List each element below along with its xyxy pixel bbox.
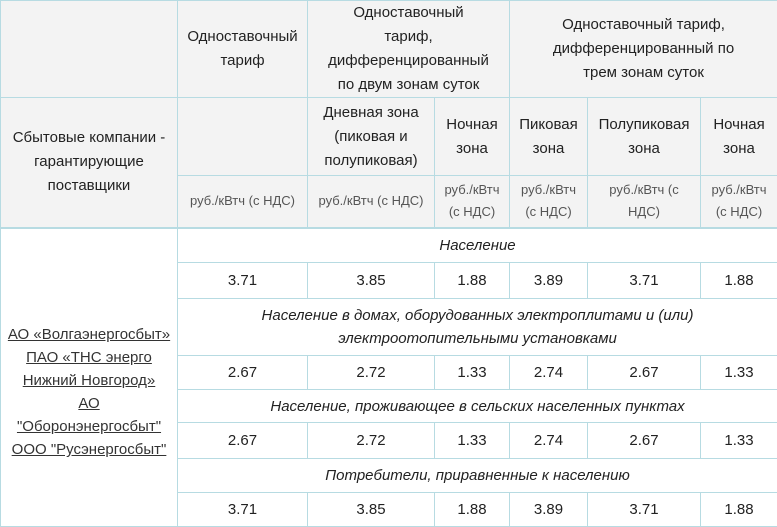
unit-night-3: руб./кВтч (с НДС) [701, 176, 777, 228]
header-two-zone: Одноставочный тариф, дифференцированный по двум зонам суток [308, 1, 510, 98]
value-cell: 3.85 [308, 263, 435, 299]
unit-single: руб./кВтч (с НДС) [178, 176, 308, 228]
value-cell: 3.71 [178, 263, 308, 299]
value-cell: 2.72 [308, 423, 435, 459]
value-cell: 1.88 [435, 493, 510, 527]
header-single-tariff: Одноставочный тариф [178, 1, 308, 98]
unit-peak: руб./кВтч (с НДС) [510, 176, 588, 228]
value-cell: 2.67 [588, 356, 701, 390]
unit-night: руб./кВтч (с НДС) [435, 176, 510, 228]
value-cell: 3.71 [178, 493, 308, 527]
value-cell: 2.67 [178, 356, 308, 390]
value-cell: 2.67 [178, 423, 308, 459]
value-cell: 3.89 [510, 263, 588, 299]
value-cell: 2.72 [308, 356, 435, 390]
company-link-oboronenergosbyt[interactable]: АО "Оборонэнергосбыт" [5, 392, 173, 438]
header-single-empty [178, 98, 308, 176]
value-cell: 2.74 [510, 423, 588, 459]
header-night-zone: Ночная зона [435, 98, 510, 176]
header-three-zone: Одноставочный тариф, дифференцированный по трем зонам суток [510, 1, 777, 98]
value-cell: 3.85 [308, 493, 435, 527]
value-cell: 1.33 [435, 423, 510, 459]
companies-cell [1, 228, 178, 527]
value-cell: 1.88 [435, 263, 510, 299]
unit-semipeak: руб./кВтч (с НДС) [588, 176, 701, 228]
value-cell: 2.74 [510, 356, 588, 390]
value-cell: 2.67 [588, 423, 701, 459]
value-cell: 1.33 [701, 423, 777, 459]
header-corner [1, 1, 178, 98]
value-cell: 3.89 [510, 493, 588, 527]
unit-day: руб./кВтч (с НДС) [308, 176, 435, 228]
company-link-tns-energo[interactable]: ПАО «ТНС энерго Нижний Новгород» [5, 346, 173, 392]
company-link-rusenergosbyt[interactable]: ООО "Русэнергосбыт" [5, 438, 173, 461]
value-cell: 1.88 [701, 493, 777, 527]
company-link-volgaenergosbyt[interactable]: АО «Волгаэнергосбыт» [5, 323, 173, 346]
category-row: Население в домах, оборудованных электроплитами и (или) электроотопительными установками [178, 299, 777, 356]
value-cell: 1.33 [435, 356, 510, 390]
header-semipeak-zone: Полупиковая зона [588, 98, 701, 176]
header-companies: Сбытовые компании - гарантирующие поставщики [1, 98, 178, 228]
category-row: Потребители, приравненные к населению [178, 459, 777, 493]
category-row: Население, проживающее в сельских населенных пунктах [178, 390, 777, 423]
header-day-zone: Дневная зона (пиковая и полупиковая) [308, 98, 435, 176]
value-cell: 3.71 [588, 493, 701, 527]
value-cell: 1.33 [701, 356, 777, 390]
header-night-zone-3: Ночная зона [701, 98, 777, 176]
category-row: Население [178, 228, 777, 263]
value-cell: 1.88 [701, 263, 777, 299]
header-peak-zone: Пиковая зона [510, 98, 588, 176]
value-cell: 3.71 [588, 263, 701, 299]
